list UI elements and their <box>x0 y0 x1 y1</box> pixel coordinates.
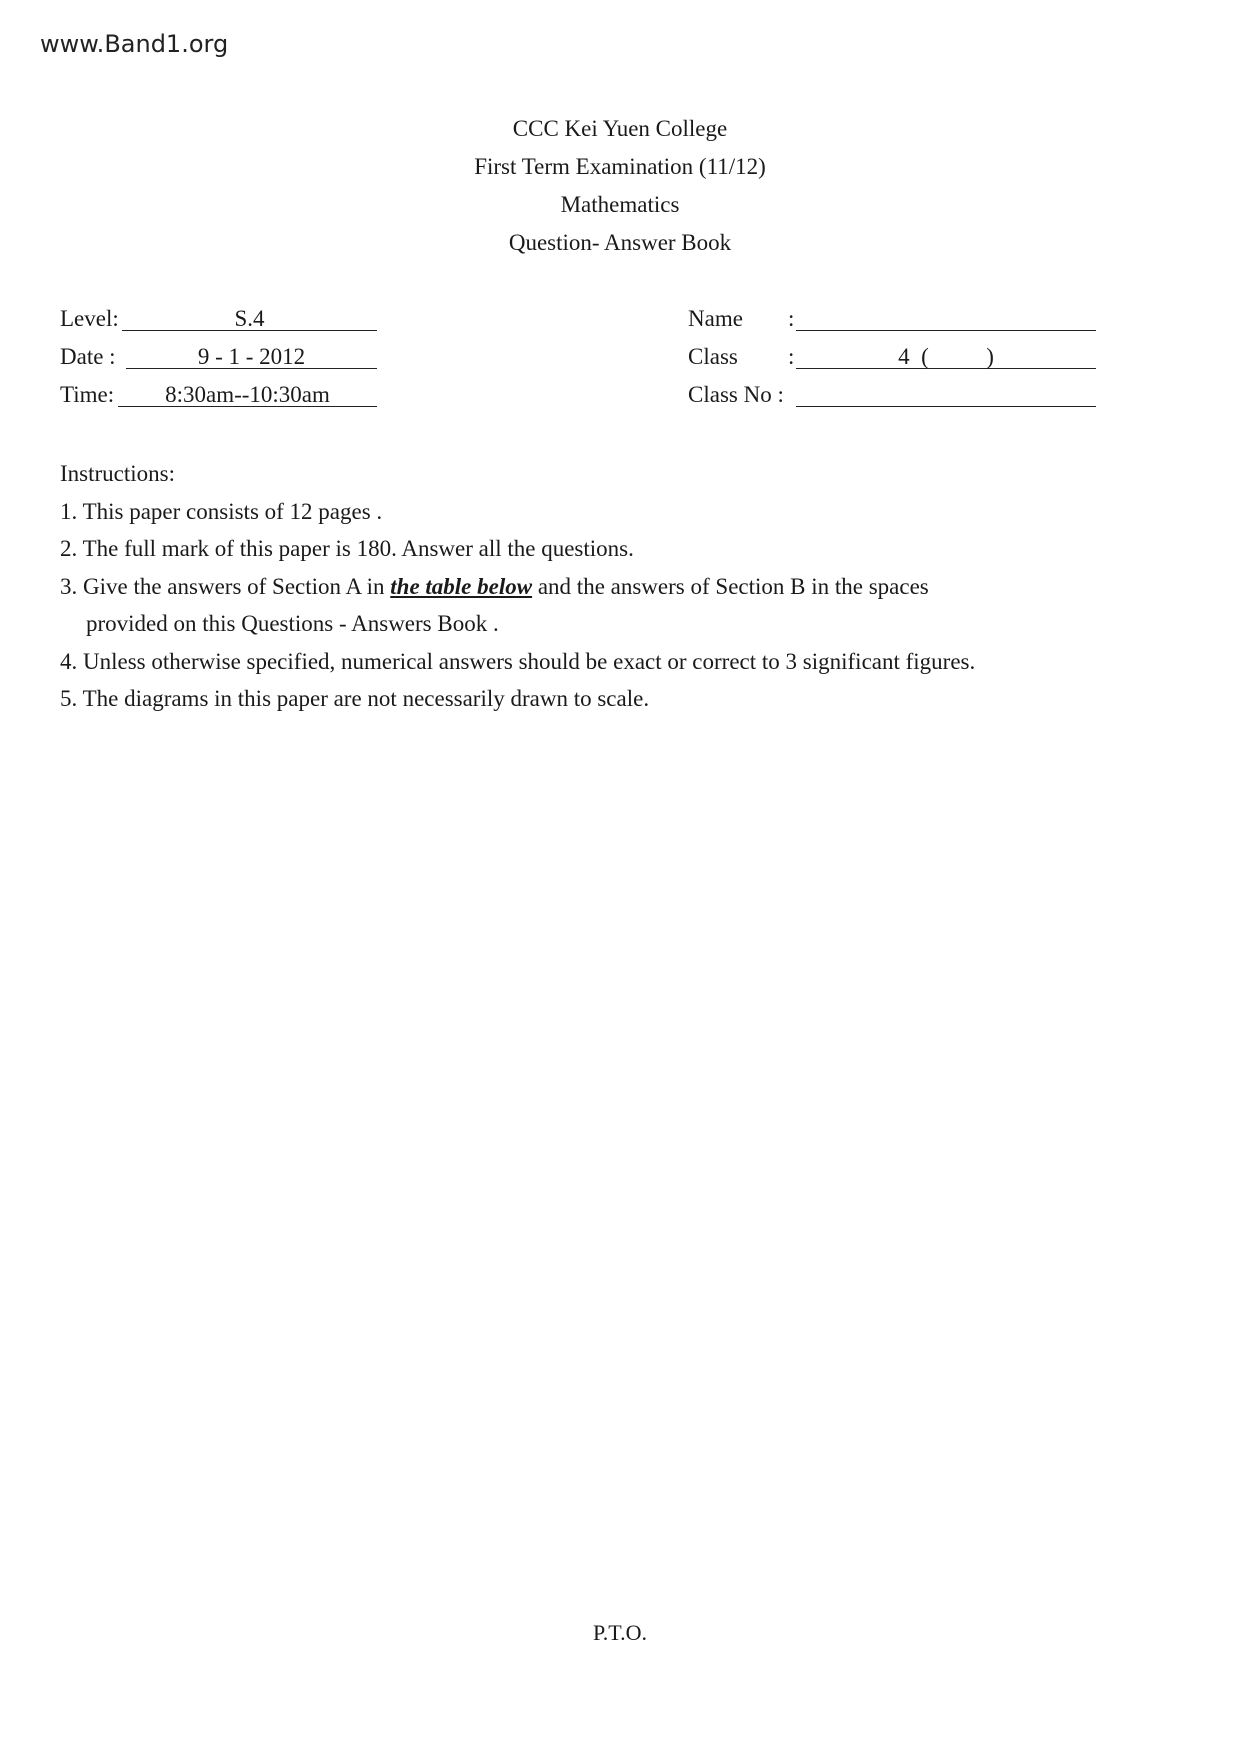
instruction-item: 4. Unless otherwise specified, numerical answers should be exact or correct to 3 significant figures. <box>60 648 976 674</box>
level-row <box>60 300 390 338</box>
exam-heading <box>0 110 1240 262</box>
instruction-continuation: provided on this Questions - Answers Book . <box>86 611 499 636</box>
time-field: 8:30am--10:30am <box>118 376 377 407</box>
time-row <box>60 376 390 414</box>
name-row <box>688 300 1088 338</box>
school-name: CCC Kei Yuen College <box>512 116 728 141</box>
emphasized-text: the table below <box>390 573 533 599</box>
date-row <box>60 338 390 376</box>
book-type: Question- Answer Book <box>508 230 732 255</box>
date-field: 9 - 1 - 2012 <box>126 338 377 369</box>
instruction-item: 5. The diagrams in this paper are not necessarily drawn to scale. <box>60 686 650 711</box>
time-label: Time: <box>60 382 115 407</box>
name-colon: : <box>788 306 795 331</box>
page-footer: P.T.O. <box>593 1620 647 1645</box>
instructions-title: Instructions: <box>60 461 175 486</box>
level-label: Level: <box>60 306 119 331</box>
instruction-text: 3. Give the answers of Section A in <box>60 573 391 599</box>
instruction-text: and the answers of Section B in the spaces <box>532 573 929 599</box>
classno-row <box>688 376 1088 414</box>
instruction-item: 1. This paper consists of 12 pages . <box>60 498 383 524</box>
watermark-text: www.Band1.org <box>40 30 229 58</box>
instruction-item: 2. The full mark of this paper is 180. Answer all the questions. <box>60 536 634 561</box>
level-field: S.4 <box>122 300 377 331</box>
class-colon: : <box>788 344 795 369</box>
exam-info-fields <box>60 300 390 414</box>
class-field[interactable]: 4 ( ) <box>796 338 1096 369</box>
classno-field[interactable] <box>796 376 1096 407</box>
name-field[interactable] <box>796 300 1096 331</box>
classno-label: Class No : <box>688 382 784 407</box>
class-row <box>688 338 1088 376</box>
instructions-block <box>60 455 1180 718</box>
instruction-item <box>60 568 1180 606</box>
exam-title: First Term Examination (11/12) <box>474 154 766 179</box>
date-label: Date : <box>60 344 116 369</box>
name-label: Name <box>688 306 743 331</box>
subject-name: Mathematics <box>560 192 680 217</box>
student-info-fields <box>688 300 1088 414</box>
class-label: Class <box>688 344 738 369</box>
